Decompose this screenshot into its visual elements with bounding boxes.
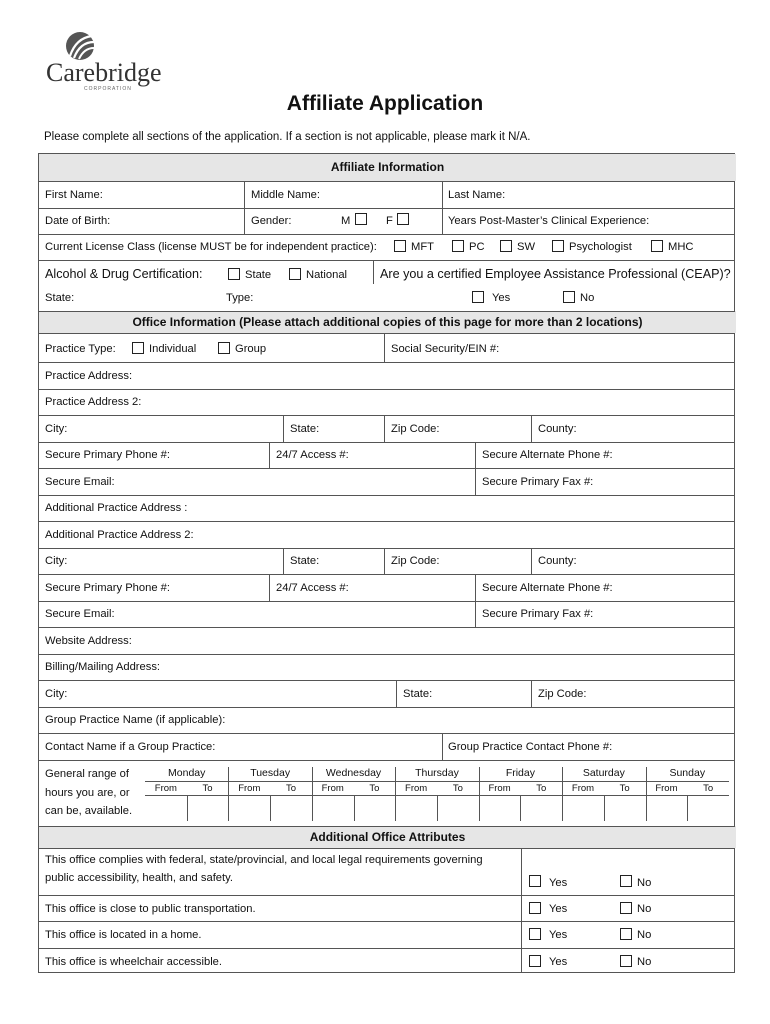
cert-national-checkbox[interactable]: [289, 268, 301, 280]
license-mft-label: MFT: [411, 241, 434, 253]
license-label: Current License Class (license MUST be for independent practice):: [45, 241, 377, 253]
hours-from-field-saturday[interactable]: [564, 798, 602, 816]
gender-f-checkbox[interactable]: [397, 213, 409, 225]
cert-state-label: State: [245, 269, 272, 281]
primary-phone2-label: Secure Primary Phone #:: [45, 582, 170, 594]
logo-text: Carebridge: [46, 58, 162, 87]
group-name-field[interactable]: [236, 711, 730, 729]
add-address2-label: Additional Practice Address 2:: [45, 529, 194, 541]
middle-name-field[interactable]: [326, 186, 438, 204]
from-label-friday: From: [488, 783, 511, 794]
alt-phone2-field[interactable]: [620, 579, 730, 597]
zip-label: Zip Code:: [391, 423, 440, 435]
hours-from-field-thursday[interactable]: [397, 798, 435, 816]
alt-phone-field[interactable]: [620, 446, 730, 464]
website-field[interactable]: [140, 632, 730, 650]
hours-to-field-monday[interactable]: [189, 798, 227, 816]
license-pc-label: PC: [469, 241, 485, 253]
from-label-saturday: From: [571, 783, 595, 794]
hours-divider: [187, 795, 188, 821]
access-phone-label: 24/7 Access #:: [276, 449, 349, 461]
to-label-sunday: To: [703, 783, 714, 794]
attribute-1-yes-label: Yes: [549, 877, 568, 889]
hours-label-line1: General range of: [45, 768, 129, 780]
day-label-monday: Monday: [168, 767, 206, 779]
attribute-2-yes-label: Yes: [549, 903, 568, 915]
day-label-wednesday: Wednesday: [325, 767, 382, 779]
practice-address2-label: Practice Address 2:: [45, 396, 142, 408]
practice-group-label: Group: [235, 343, 267, 355]
city-field[interactable]: [75, 420, 278, 438]
section-title-affiliate: Affiliate Information: [330, 160, 445, 174]
billing-label: Billing/Mailing Address:: [45, 661, 161, 673]
from-label-thursday: From: [405, 783, 428, 794]
ceap-no-checkbox[interactable]: [563, 291, 575, 303]
primary-phone-field[interactable]: [176, 446, 264, 464]
attribute-1-no-checkbox[interactable]: [620, 875, 632, 887]
attribute-4-no-checkbox[interactable]: [620, 955, 632, 967]
zip2-field[interactable]: [446, 552, 526, 570]
dob-label: Date of Birth:: [45, 215, 111, 227]
contact-name-label: Contact Name if a Group Practice:: [45, 741, 216, 753]
email2-field[interactable]: [120, 605, 470, 623]
hours-from-field-tuesday[interactable]: [230, 798, 268, 816]
hours-to-field-friday[interactable]: [522, 798, 560, 816]
city2-label: City:: [45, 555, 68, 567]
city-label: City:: [45, 423, 68, 435]
cert-state-checkbox[interactable]: [228, 268, 240, 280]
ceap-yes-checkbox[interactable]: [472, 291, 484, 303]
day-label-thursday: Thursday: [415, 767, 459, 779]
hours-to-field-thursday[interactable]: [439, 798, 477, 816]
attribute-2-no-checkbox[interactable]: [620, 902, 632, 914]
cert-national-label: National: [306, 269, 348, 281]
license-psychologist-label: Psychologist: [569, 241, 632, 253]
attribute-3-yes-checkbox[interactable]: [529, 928, 541, 940]
attribute-1-line1: This office complies with federal, state/provincial, and local legal requirements governing: [45, 854, 483, 866]
state-field[interactable]: [326, 420, 380, 438]
access-phone2-label: 24/7 Access #:: [276, 582, 349, 594]
ceap-label: Are you a certified Employee Assistance Professional (CEAP)?: [380, 267, 731, 281]
attribute-3-yes-label: Yes: [549, 929, 568, 941]
cert-type-field[interactable]: [258, 289, 368, 307]
fax-field[interactable]: [598, 473, 730, 491]
first-name-label: First Name:: [45, 189, 103, 201]
alt-phone-label: Secure Alternate Phone #:: [482, 449, 613, 461]
from-label-monday: From: [154, 783, 177, 794]
hours-divider: [228, 767, 229, 821]
attribute-1-no-label: No: [637, 877, 652, 889]
billing-zip-label: Zip Code:: [538, 688, 587, 700]
day-label-saturday: Saturday: [582, 767, 625, 779]
from-label-wednesday: From: [321, 783, 344, 794]
billing-state-field[interactable]: [438, 685, 526, 703]
billing-zip-field[interactable]: [592, 685, 730, 703]
first-name-field[interactable]: [110, 186, 240, 204]
state2-field[interactable]: [326, 552, 380, 570]
hours-divider: [646, 767, 647, 821]
hours-from-field-monday[interactable]: [147, 798, 185, 816]
billing-field[interactable]: [172, 658, 730, 676]
attribute-3-text: This office is located in a home.: [45, 929, 202, 941]
fax2-field[interactable]: [598, 605, 730, 623]
add-address-field[interactable]: [196, 499, 730, 517]
attribute-4-yes-label: Yes: [549, 956, 568, 968]
zip-field[interactable]: [446, 420, 526, 438]
group-phone-label: Group Practice Contact Phone #:: [448, 741, 613, 753]
billing-state-label: State:: [403, 688, 433, 700]
ceap-yes-label: Yes: [492, 292, 511, 304]
hours-divider: [437, 795, 438, 821]
day-label-tuesday: Tuesday: [250, 767, 291, 779]
practice-group-checkbox[interactable]: [218, 342, 230, 354]
hours-divider: [520, 795, 521, 821]
day-label-friday: Friday: [505, 767, 535, 779]
access-phone-field[interactable]: [355, 446, 470, 464]
attribute-3-no-label: No: [637, 929, 652, 941]
ceap-no-label: No: [580, 292, 595, 304]
hours-to-field-sunday[interactable]: [689, 798, 727, 816]
add-address-label: Additional Practice Address :: [45, 502, 188, 514]
hours-divider: [604, 795, 605, 821]
billing-city-label: City:: [45, 688, 68, 700]
practice-address-label: Practice Address:: [45, 370, 133, 382]
gender-m-label: M: [341, 215, 351, 227]
to-label-tuesday: To: [285, 783, 297, 794]
years-label: Years Post-Master’s Clinical Experience:: [448, 215, 650, 227]
page-title: Affiliate Application: [286, 92, 484, 115]
county-field[interactable]: [584, 420, 730, 438]
cert-state-field[interactable]: [80, 289, 220, 307]
intro-text: Please complete all sections of the application. If a section is not applicable, please mark it N/A.: [44, 131, 531, 143]
license-mhc-checkbox[interactable]: [651, 240, 663, 252]
group-name-label: Group Practice Name (if applicable):: [45, 714, 226, 726]
state-label: State:: [290, 423, 320, 435]
license-sw-checkbox[interactable]: [500, 240, 512, 252]
gender-label: Gender:: [251, 215, 292, 227]
city2-field[interactable]: [75, 552, 278, 570]
email-label: Secure Email:: [45, 476, 115, 488]
hours-divider: [354, 795, 355, 821]
last-name-field[interactable]: [508, 186, 730, 204]
gender-m-checkbox[interactable]: [355, 213, 367, 225]
county2-label: County:: [538, 555, 577, 567]
hours-from-field-wednesday[interactable]: [314, 798, 352, 816]
fax2-label: Secure Primary Fax #:: [482, 608, 594, 620]
billing-city-field[interactable]: [75, 685, 391, 703]
email-field[interactable]: [120, 473, 470, 491]
hours-label-line3: can be, available.: [45, 805, 133, 817]
to-label-wednesday: To: [369, 783, 380, 794]
practice-individual-checkbox[interactable]: [132, 342, 144, 354]
middle-name-label: Middle Name:: [251, 189, 321, 201]
day-label-sunday: Sunday: [669, 767, 706, 779]
hours-from-field-sunday[interactable]: [648, 798, 686, 816]
hours-divider: [479, 767, 480, 821]
attribute-4-yes-checkbox[interactable]: [529, 955, 541, 967]
zip2-label: Zip Code:: [391, 555, 440, 567]
attribute-2-text: This office is close to public transportation.: [45, 903, 256, 915]
attribute-2-no-label: No: [637, 903, 652, 915]
county2-field[interactable]: [584, 552, 730, 570]
state2-label: State:: [290, 555, 320, 567]
hours-divider: [145, 781, 729, 782]
alcohol-drug-label: Alcohol & Drug Certification:: [45, 267, 203, 281]
to-label-saturday: To: [619, 783, 630, 794]
practice-address-field[interactable]: [140, 367, 730, 385]
primary-phone-label: Secure Primary Phone #:: [45, 449, 170, 461]
to-label-monday: To: [202, 783, 213, 794]
cert-state-field-label: State:: [45, 292, 75, 304]
license-sw-label: SW: [517, 241, 536, 253]
license-psychologist-checkbox[interactable]: [552, 240, 564, 252]
license-mhc-label: MHC: [668, 241, 694, 253]
county-label: County:: [538, 423, 577, 435]
hours-label-line2: hours you are, or: [45, 787, 130, 799]
attribute-4-text: This office is wheelchair accessible.: [45, 956, 223, 968]
hours-divider: [270, 795, 271, 821]
alt-phone2-label: Secure Alternate Phone #:: [482, 582, 613, 594]
practice-type-label: Practice Type:: [45, 343, 116, 355]
to-label-thursday: To: [452, 783, 463, 794]
hours-from-field-friday[interactable]: [481, 798, 519, 816]
hours-to-field-wednesday[interactable]: [356, 798, 394, 816]
logo-subtext: CORPORATION: [84, 86, 132, 92]
section-title-office: Office Information (Please attach additional copies of this page for more than 2 locations): [132, 315, 643, 329]
email2-label: Secure Email:: [45, 608, 115, 620]
hours-divider: [312, 767, 313, 821]
license-pc-checkbox[interactable]: [452, 240, 464, 252]
to-label-friday: To: [536, 783, 547, 794]
contact-name-field[interactable]: [224, 738, 437, 756]
ssn-field[interactable]: [505, 340, 730, 358]
from-label-sunday: From: [655, 783, 678, 794]
group-phone-field[interactable]: [620, 738, 730, 756]
from-label-tuesday: From: [238, 783, 261, 794]
years-field[interactable]: [655, 212, 731, 230]
dob-field[interactable]: [118, 212, 240, 230]
hours-divider: [395, 767, 396, 821]
access-phone2-field[interactable]: [355, 579, 470, 597]
add-address2-field[interactable]: [204, 526, 730, 544]
attribute-3-no-checkbox[interactable]: [620, 928, 632, 940]
hours-divider: [562, 767, 563, 821]
license-mft-checkbox[interactable]: [394, 240, 406, 252]
attribute-1-line2: public accessibility, health, and safety.: [45, 872, 234, 884]
hours-to-field-saturday[interactable]: [606, 798, 644, 816]
hours-to-field-tuesday[interactable]: [272, 798, 310, 816]
ssn-label: Social Security/EIN #:: [391, 343, 500, 355]
website-label: Website Address:: [45, 635, 132, 647]
attribute-4-no-label: No: [637, 956, 652, 968]
practice-individual-label: Individual: [149, 343, 197, 355]
gender-f-label: F: [386, 215, 393, 227]
fax-label: Secure Primary Fax #:: [482, 476, 594, 488]
hours-divider: [687, 795, 688, 821]
section-title-attributes: Additional Office Attributes: [309, 830, 466, 844]
last-name-label: Last Name:: [448, 189, 506, 201]
primary-phone2-field[interactable]: [176, 579, 264, 597]
practice-address2-field[interactable]: [150, 393, 730, 411]
attribute-1-yes-checkbox[interactable]: [529, 875, 541, 887]
attribute-2-yes-checkbox[interactable]: [529, 902, 541, 914]
cert-type-label: Type:: [226, 292, 254, 304]
